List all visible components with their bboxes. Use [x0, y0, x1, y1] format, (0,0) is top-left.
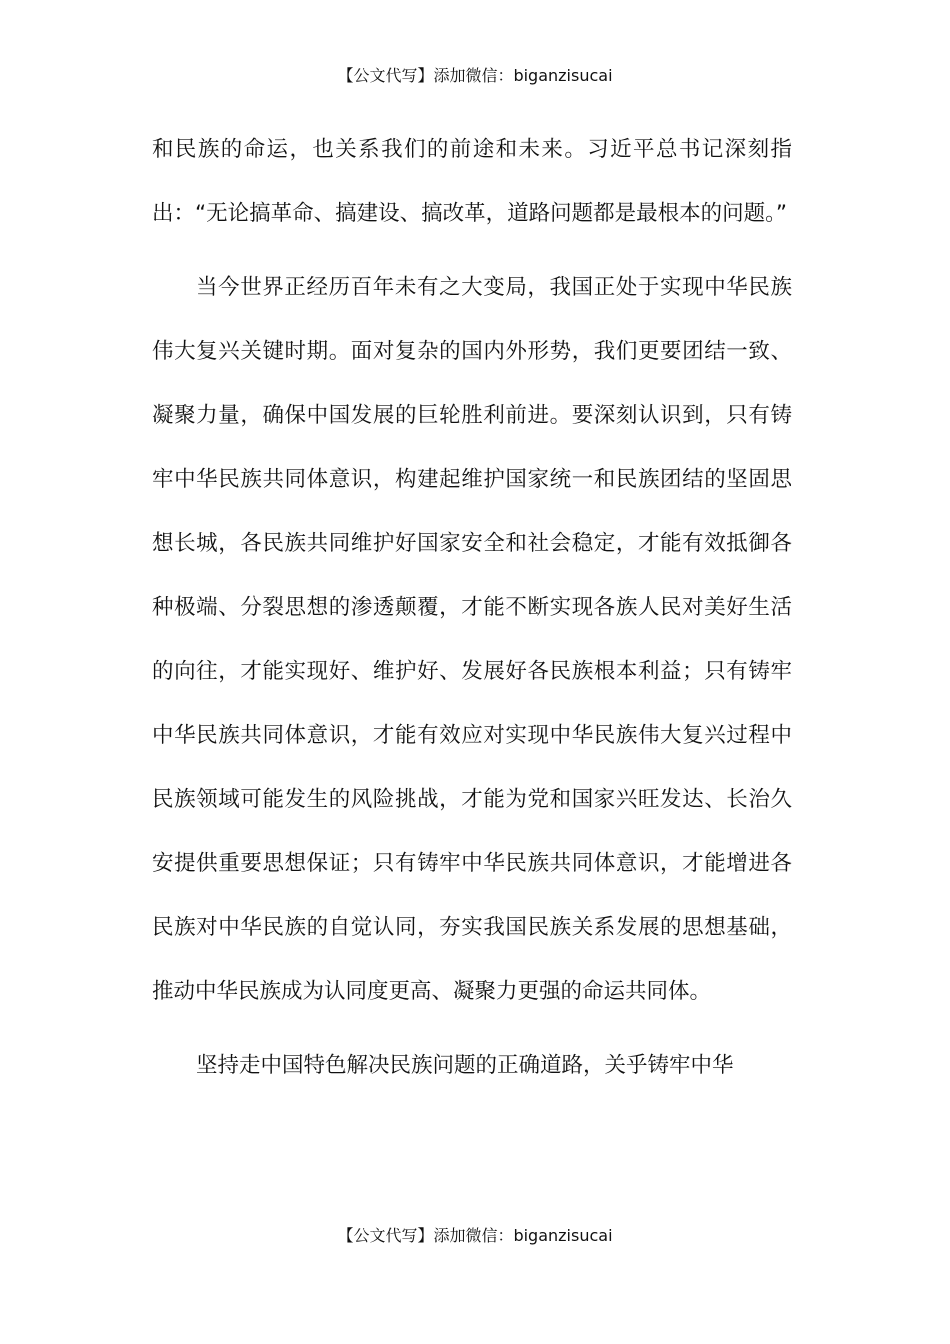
page-footer: 【公文代写】添加微信：biganzisucai	[337, 1226, 613, 1245]
paragraph-2: 当今世界正经历百年未有之大变局，我国正处于实现中华民族伟大复兴关键时期。面对复杂的国内外形势，我们更要团结一致、凝聚力量，确保中国发展的巨轮胜利前进。要深刻认识到，只有铸牢中华民族共同体意识，构建起维护国家统一和民族团结的坚固思想长城，各民族共同维护好国家安全和社会稳定，才能有效抵御各种极端、分裂思想的渗透颠覆，才能不断实现各族人民对美好生活的向往，才能实现好、维护好、发展好各民族根本利益；只有铸牢中华民族共同体意识，才能有效应对实现中华民族伟大复兴过程中民族领域可能发生的风险挑战，才能为党和国家兴旺发达、长治久安提供重要思想保证；只有铸牢中华民族共同体意识，才能增进各民族对中华民族的自觉认同，夯实我国民族关系发展的思想基础，推动中华民族成为认同度更高、凝聚力更强的命运共同体。	[152, 275, 792, 1004]
document-body	[152, 118, 792, 1098]
paragraph-1: 和民族的命运，也关系我们的前途和未来。习近平总书记深刻指出：“无论搞革命、搞建设、搞改革，道路问题都是最根本的问题。”	[152, 137, 792, 226]
paragraph-3: 坚持走中国特色解决民族问题的正确道路，关乎铸牢中华	[196, 1053, 734, 1078]
page-header: 【公文代写】添加微信：biganzisucai	[337, 66, 613, 85]
